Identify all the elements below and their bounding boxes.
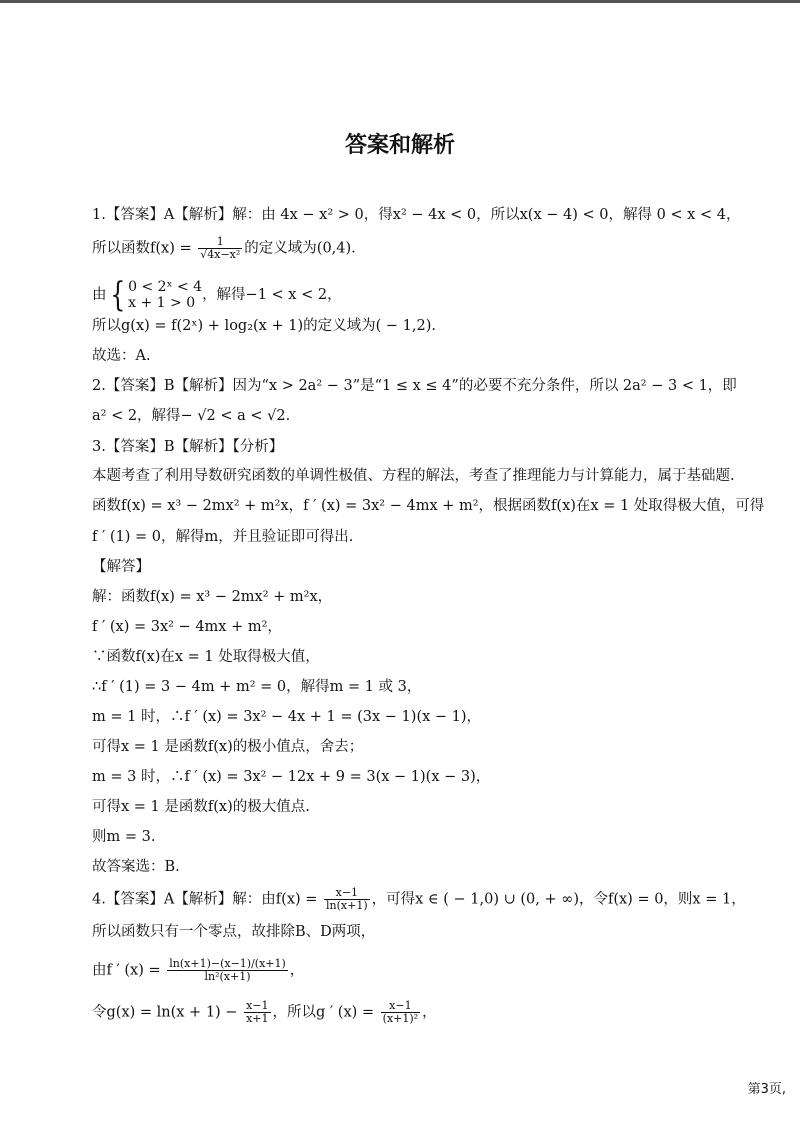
q2-line-1: 2.【答案】B【解析】因为“x > 2a² − 3”是“1 ≤ x ≤ 4”的必要不充分条件，所以 2a² − 3 < 1，即 bbox=[92, 378, 737, 394]
brace-symbol: { bbox=[109, 275, 125, 315]
page-title: 答案和解析 bbox=[344, 133, 455, 158]
q1-line-2 bbox=[92, 236, 356, 261]
q4-line-4 bbox=[92, 1000, 437, 1025]
q1-line-2-suffix: 的定义域为(0,4). bbox=[244, 240, 356, 257]
q3-line-10: m = 1 时，∴f ′ (x) = 3x² − 4x + 1 = (3x − 1)(x − 1)， bbox=[92, 709, 482, 725]
page-number: 第3页, bbox=[747, 1082, 786, 1097]
q3-line-14: 则m = 3. bbox=[92, 829, 156, 845]
page-top-border bbox=[0, 0, 800, 3]
q4-g-fraction bbox=[244, 1000, 270, 1025]
system-row-1: 0 < 2ˣ < 4 bbox=[128, 279, 203, 295]
q1-fraction bbox=[198, 236, 242, 261]
q3-line-3: 函数f(x) = x³ − 2mx² + m²x，f ′ (x) = 3x² − 4mx + m²，根据函数f(x)在x = 1 处取得极大值，可得 bbox=[92, 498, 765, 514]
q3-line-1: 3.【答案】B【解析】【分析】 bbox=[92, 439, 284, 455]
q4-derivative-denominator: ln²(x+1) bbox=[204, 970, 251, 983]
q1-line-5: 故选：A. bbox=[92, 348, 151, 364]
q1-line-1: 1.【答案】A【解析】解：由 4x − x² > 0，得x² − 4x < 0，所以x(x − 4) < 0，解得 0 < x < 4， bbox=[92, 207, 741, 223]
q4-derivative-numerator: ln(x+1)−(x−1)/(x+1) bbox=[169, 957, 286, 970]
q4-g-numerator: x−1 bbox=[246, 999, 269, 1012]
q4-line-4-suffix: ， bbox=[422, 1004, 437, 1021]
q4-derivative-fraction bbox=[167, 958, 288, 983]
q3-line-13: 可得x = 1 是函数f(x)的极大值点. bbox=[92, 799, 310, 815]
q4-line-1 bbox=[92, 887, 746, 912]
q4-g-derivative-fraction bbox=[381, 1000, 420, 1025]
q4-line-3-prefix: 由f ′ (x) = bbox=[92, 962, 166, 979]
q1-line-3-suffix: ，解得−1 < x < 2， bbox=[202, 287, 342, 303]
q4-line-1-suffix: ，可得x ∈ ( − 1,0) ∪ (0, + ∞)，令f(x) = 0，则x = 1， bbox=[371, 891, 746, 908]
q3-line-2: 本题考查了利用导数研究函数的单调性极值、方程的解法，考查了推理能力与计算能力，属于基础题. bbox=[92, 468, 735, 484]
system-row-2: x + 1 > 0 bbox=[128, 295, 196, 311]
q1-fraction-numerator: 1 bbox=[198, 236, 242, 249]
q3-line-6: 解：函数f(x) = x³ − 2mx² + m²x， bbox=[92, 589, 333, 605]
q4-line-4-prefix: 令g(x) = ln(x + 1) − bbox=[92, 1004, 243, 1021]
q1-line-3 bbox=[92, 275, 342, 315]
q4-fraction-fx bbox=[324, 887, 370, 912]
q3-line-4: f ′ (1) = 0，解得m，并且验证即可得出. bbox=[92, 529, 354, 545]
q4-g-derivative-numerator: x−1 bbox=[381, 1000, 420, 1013]
q4-line-2: 所以函数只有一个零点，故排除B、D两项， bbox=[92, 924, 376, 940]
q3-line-15: 故答案选：B. bbox=[92, 859, 180, 875]
q4-fx-denominator: ln(x+1) bbox=[326, 899, 368, 912]
q4-line-3 bbox=[92, 958, 304, 983]
q4-line-4-middle: ，所以g ′ (x) = bbox=[272, 1004, 379, 1021]
q1-line-2-prefix: 所以函数f(x) = bbox=[92, 240, 197, 257]
q4-g-derivative-denominator: (x+1)² bbox=[382, 1012, 419, 1025]
q3-line-5: 【解答】 bbox=[92, 559, 150, 575]
q4-line-3-suffix: ， bbox=[289, 962, 305, 979]
inequality-system bbox=[128, 279, 202, 311]
q1-fraction-denominator: √4x−x² bbox=[200, 248, 241, 261]
q3-line-9: ∴f ′ (1) = 3 − 4m + m² = 0，解得m = 1 或 3， bbox=[92, 679, 422, 695]
q4-line-1-prefix: 4.【答案】A【解析】解：由f(x) = bbox=[92, 891, 323, 908]
q3-line-12: m = 3 时，∴f ′ (x) = 3x² − 12x + 9 = 3(x − 1)(x − 3)， bbox=[92, 769, 491, 785]
q3-line-7: f ′ (x) = 3x² − 4mx + m²， bbox=[92, 619, 282, 635]
q1-line-3-prefix: 由 bbox=[92, 287, 107, 303]
q3-line-11: 可得x = 1 是函数f(x)的极小值点，舍去； bbox=[92, 739, 364, 755]
q4-fx-numerator: x−1 bbox=[324, 887, 370, 900]
q2-line-2: a² < 2，解得− √2 < a < √2. bbox=[92, 408, 291, 424]
q1-line-4: 所以g(x) = f(2ˣ) + log₂(x + 1)的定义域为( − 1,2). bbox=[92, 318, 436, 334]
q3-line-8: ∵函数f(x)在x = 1 处取得极大值， bbox=[92, 649, 320, 665]
q4-g-denominator: x+1 bbox=[246, 1012, 269, 1025]
